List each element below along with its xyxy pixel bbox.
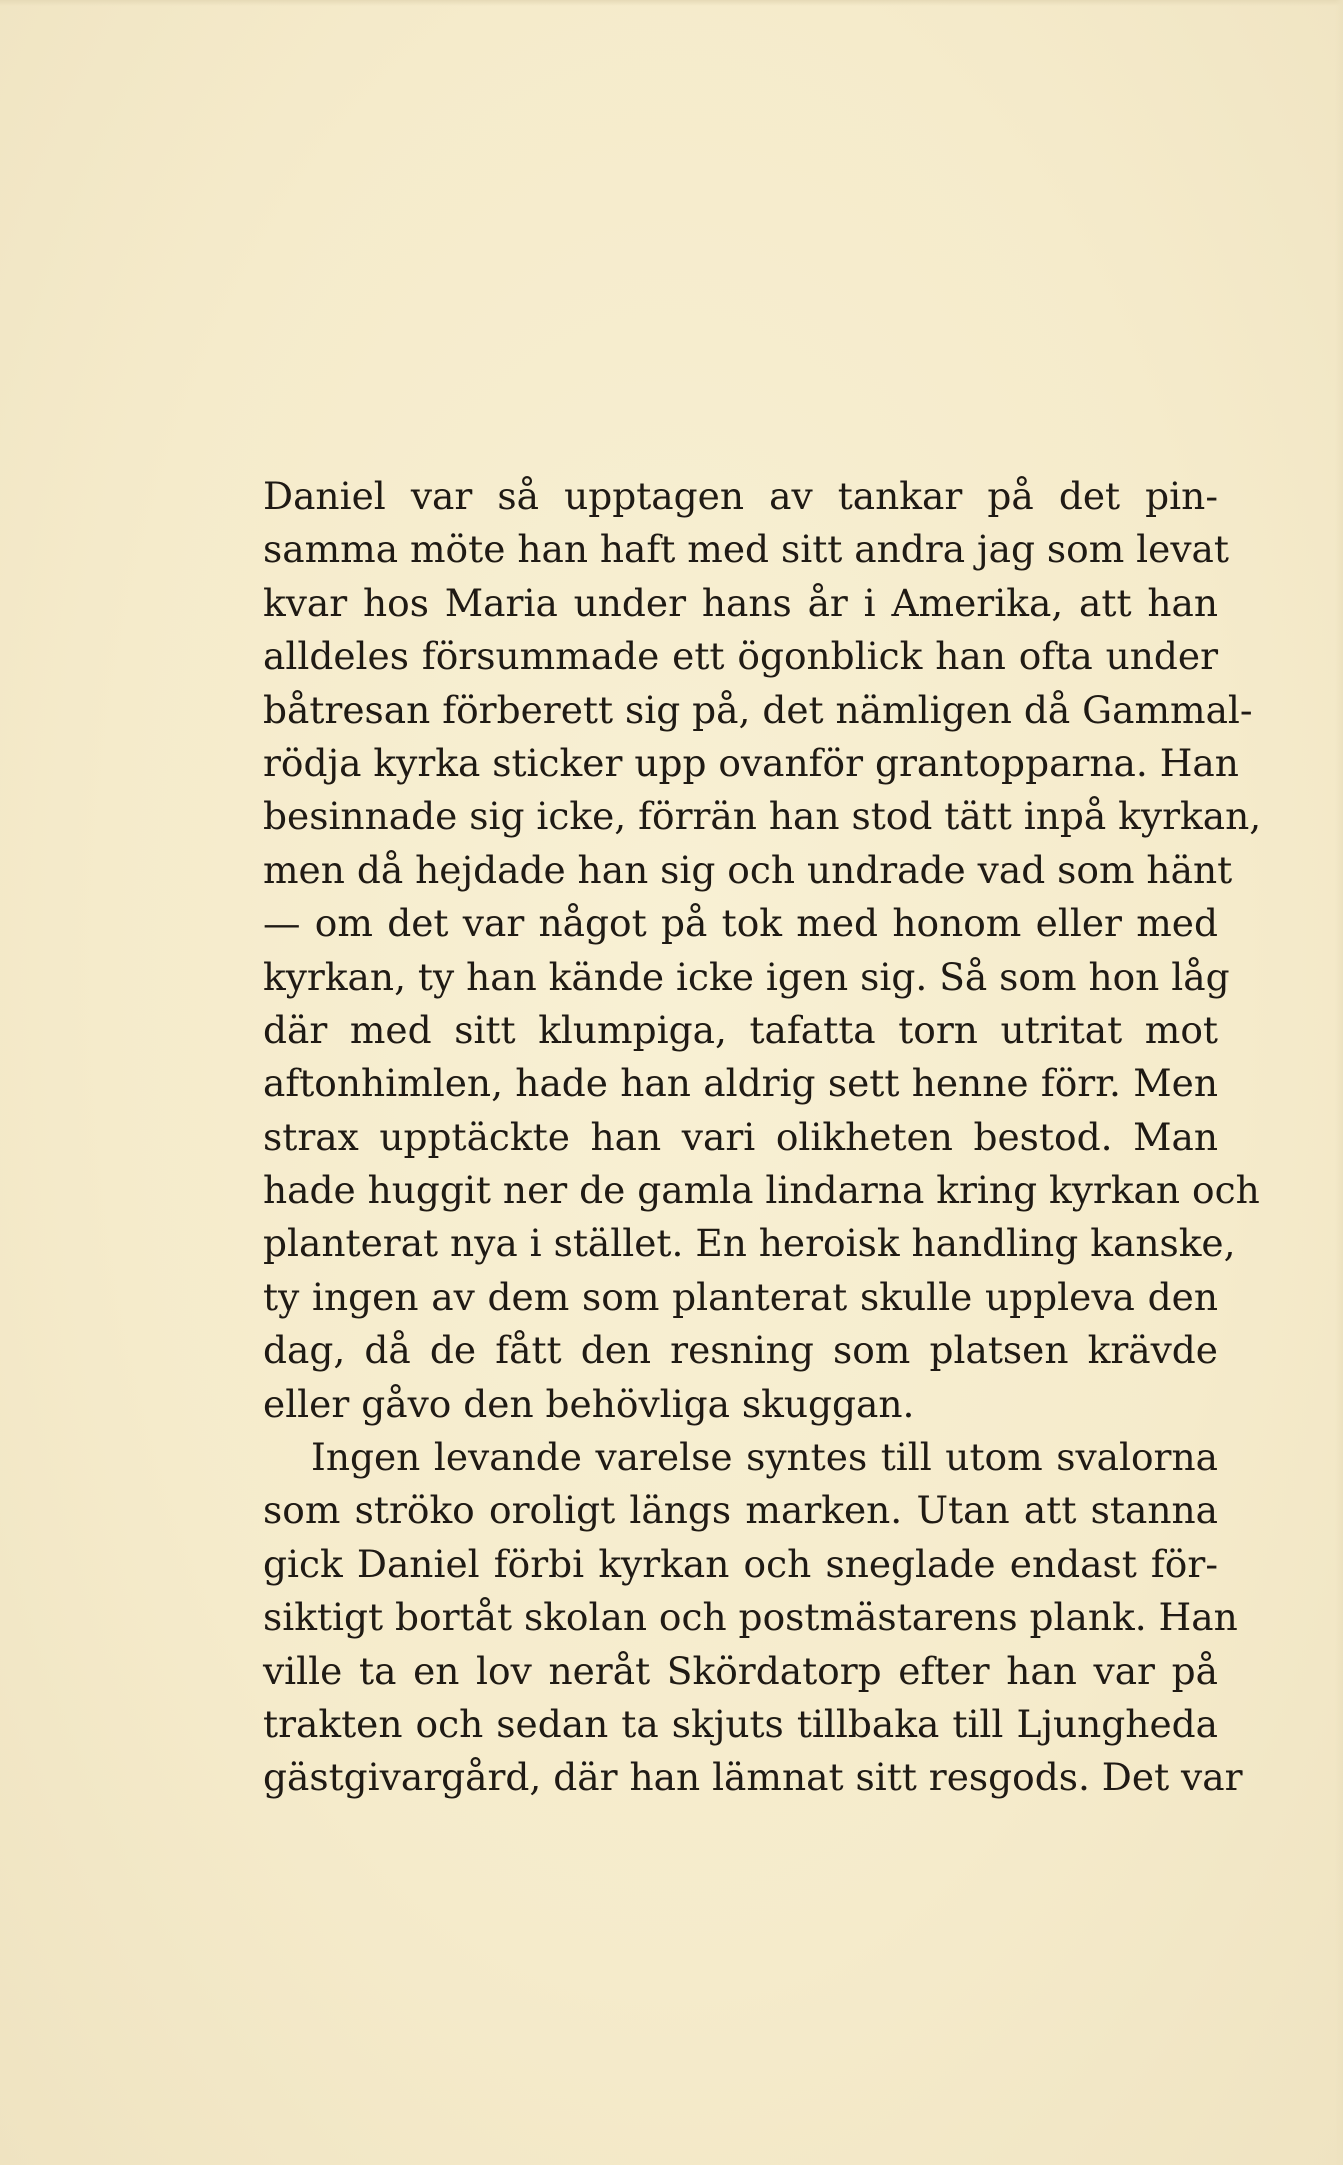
text-line: gick Daniel förbi kyrkan och sneglade endast för- bbox=[263, 1541, 1218, 1586]
text-line: eller gåvo den behövliga skuggan. bbox=[263, 1381, 915, 1426]
text-line: kyrkan, ty han kände icke igen sig. Så som hon låg bbox=[263, 954, 1230, 999]
text-line: — om det var något på tok med honom eller med bbox=[263, 901, 1218, 946]
text-line: hade huggit ner de gamla lindarna kring kyrkan och bbox=[263, 1168, 1260, 1213]
text-line: besinnade sig icke, förrän han stod tätt inpå kyrkan, bbox=[263, 794, 1262, 839]
text-line: aftonhimlen, hade han aldrig sett henne förr. Men bbox=[263, 1061, 1218, 1106]
text-line: gästgivargård, där han lämnat sitt resgods. Det var bbox=[263, 1755, 1243, 1800]
text-line: dag, då de fått den resning som platsen krävde bbox=[263, 1328, 1218, 1373]
text-line: Daniel var så upptagen av tankar på det pin- bbox=[263, 474, 1218, 518]
page-edge-shadow bbox=[0, 0, 1343, 6]
text-line: ty ingen av dem som planterat skulle uppleva den bbox=[263, 1274, 1218, 1319]
text-line: men då hejdade han sig och undrade vad som hänt bbox=[263, 847, 1233, 892]
text-line: alldeles försummade ett ögonblick han ofta under bbox=[263, 634, 1218, 679]
paragraph-2 bbox=[263, 1431, 1243, 1805]
text-line: trakten och sedan ta skjuts tillbaka till Ljungheda bbox=[263, 1701, 1218, 1746]
text-line: som ströko oroligt längs marken. Utan att stanna bbox=[263, 1488, 1218, 1533]
text-line: kvar hos Maria under hans år i Amerika, att han bbox=[263, 580, 1218, 625]
text-line: strax upptäckte han vari olikheten bestod. Man bbox=[263, 1114, 1218, 1159]
text-line: rödja kyrka sticker upp ovanför grantopparna. Han bbox=[263, 740, 1239, 785]
body-text bbox=[263, 470, 1262, 1805]
text-line: siktigt bortåt skolan och postmästarens plank. Han bbox=[263, 1595, 1238, 1640]
text-line: samma möte han haft med sitt andra jag som levat bbox=[263, 527, 1229, 572]
text-line: båtresan förberett sig på, det nämligen då Gammal- bbox=[263, 687, 1253, 732]
text-line: ville ta en lov neråt Skördatorp efter han var på bbox=[263, 1648, 1218, 1693]
text-line: planterat nya i stället. En heroisk handling kanske, bbox=[263, 1221, 1236, 1266]
text-line: där med sitt klumpiga, tafatta torn utritat mot bbox=[263, 1007, 1218, 1052]
page-edge-shadow-right bbox=[1335, 0, 1343, 2165]
text-line: Ingen levande varelse syntes till utom svalorna bbox=[311, 1435, 1218, 1480]
paragraph-1 bbox=[263, 470, 1262, 1431]
